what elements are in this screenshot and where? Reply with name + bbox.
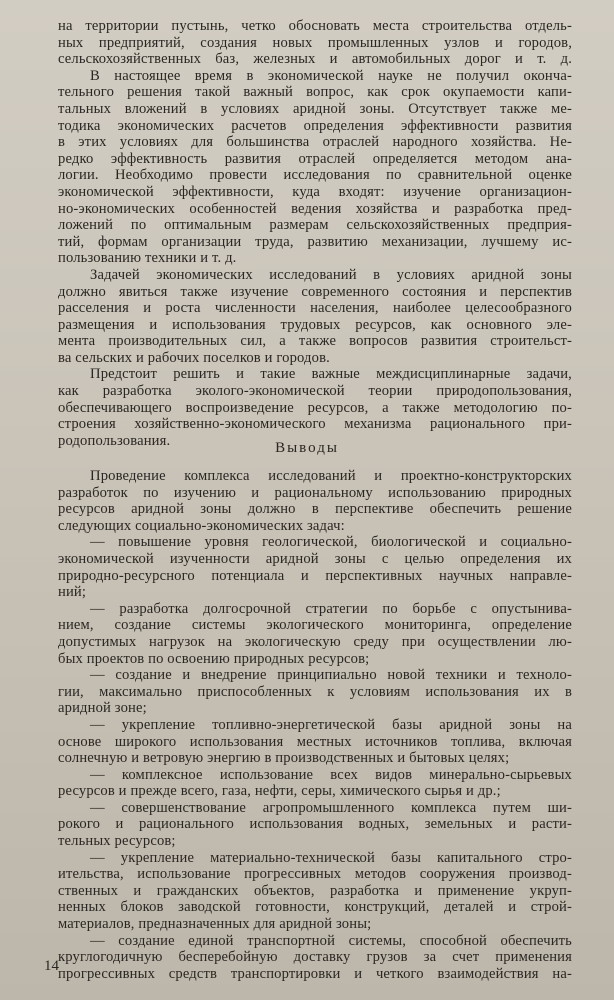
- text-line: ний;: [58, 584, 87, 601]
- text-line: круглогодичную бесперебойную доставку грузов за счет применения: [58, 949, 572, 966]
- text-line: родопользования.: [58, 432, 171, 449]
- text-line: редко эффективность развития отраслей определяется методом ана-: [58, 150, 572, 167]
- text-line: тальных вложений в условиях аридной зоны. Отсутствует также ме-: [58, 100, 572, 117]
- text-line: ных предприятий, создания новых промышленных узлов и городов,: [58, 34, 572, 51]
- text-line: — укрепление материально-технической базы капитального стро-: [90, 849, 572, 866]
- text-line: экономической изученности аридной зоны с целью определения их: [58, 550, 572, 567]
- text-line: разработок по изучению и рациональному использованию природных: [58, 484, 572, 501]
- text-line: экономической эффективности, куда входят: изучение организацион-: [58, 183, 572, 200]
- text-line: на территории пустынь, четко обосновать места строительства отдель-: [58, 18, 572, 34]
- text-line: — повышение уровня геологической, биологической и социально-: [90, 534, 572, 551]
- text-line: ресурсов и прежде всего, газа, нефти, серы, химического сырья и др.;: [58, 783, 501, 800]
- text-line: — укрепление топливно-энергетической базы аридной зоны на: [90, 716, 572, 733]
- text-line: обеспечивающего воспроизведение ресурсов, а также методологию по-: [58, 399, 572, 416]
- text-line: Предстоит решить и такие важные междисциплинарные задачи,: [90, 366, 572, 383]
- text-line: ложений по оптимальным размерам сельскохозяйственных предприя-: [58, 217, 572, 234]
- body-text-upper: [58, 18, 572, 449]
- text-line: должно явиться также изучение современного состояния и перспектив: [58, 283, 572, 300]
- page-number: 14: [44, 958, 59, 974]
- text-line: расселения и роста численности населения, наиболее целесообразного: [58, 300, 572, 317]
- text-line: следующих социально-экономических задач:: [58, 517, 345, 534]
- text-line: — комплексное использование всех видов минерально-сырьевых: [90, 766, 572, 783]
- text-line: нием, создание системы экологического мониторинга, определение: [58, 617, 572, 634]
- text-line: ненных блоков заводской готовности, конструкций, деталей и строй-: [58, 899, 572, 916]
- text-line: ительства, использование прогрессивных методов сооружения производ-: [58, 866, 572, 883]
- text-line: мента производительных сил, а также вопросов развития строительст-: [58, 333, 572, 350]
- text-line: — создание единой транспортной системы, способной обеспечить: [90, 932, 572, 949]
- text-line: — совершенствование агропромышленного комплекса путем ши-: [90, 799, 572, 816]
- text-line: — создание и внедрение принципиально новой техники и техноло-: [90, 667, 572, 684]
- text-line: Задачей экономических исследований в условиях аридной зоны: [90, 266, 572, 283]
- text-line: как разработка эколого-экономической теории природопользования,: [58, 383, 572, 400]
- section-heading: Выводы: [275, 440, 339, 456]
- text-line: тельного решения такой важный вопрос, как срок окупаемости капи-: [58, 84, 572, 101]
- text-line: рокого и рационального использования водных, земельных и расти-: [58, 816, 572, 833]
- text-line: ва сельских и рабочих поселков и городов.: [58, 349, 330, 366]
- text-line: тодика экономических расчетов определения эффективности развития: [58, 117, 572, 134]
- text-line: природно-ресурсного потенциала и перспективных научных направле-: [58, 567, 572, 584]
- text-line: ственных и гражданских объектов, разработка и применение укруп-: [58, 882, 572, 899]
- text-line: допустимых нагрузок на экологическую среду при осуществлении лю-: [58, 633, 572, 650]
- text-line: — разработка долгосрочной стратегии по борьбе с опустынива-: [90, 600, 572, 617]
- text-line: в этих условиях для большинства отраслей народного хозяйства. Не-: [58, 134, 572, 151]
- text-line: солнечную и ветровую энергию в производственных и бытовых целях;: [58, 750, 510, 767]
- text-line: В настоящее время в экономической науке не получил окончa-: [90, 67, 572, 84]
- text-line: гии, максимально приспособленных к условиям использования их в: [58, 683, 572, 700]
- text-line: Проведение комплекса исследований и проектно-конструкторских: [90, 468, 572, 484]
- text-line: аридной зоне;: [58, 700, 147, 717]
- text-line: бых проектов по освоению природных ресурсов;: [58, 650, 370, 667]
- text-line: материалов, предназначенных для аридной зоны;: [58, 916, 372, 933]
- text-line: строения хозяйственно-экономического механизма рационального при-: [58, 416, 572, 433]
- text-line: но-экономических особенностей ведения хозяйства и разработка пред-: [58, 200, 572, 217]
- text-line: тельных ресурсов;: [58, 833, 176, 850]
- text-line: сельскохозяйственных баз, железных и автомобильных дорог и т. д.: [58, 51, 572, 68]
- text-line: ресурсов аридной зоны должно в перспективе обеспечить решение: [58, 501, 572, 518]
- text-line: логии. Необходимо провести исследования по сравнительной оценке: [58, 167, 572, 184]
- text-line: основе широкого использования местных источников топлива, включая: [58, 733, 572, 750]
- text-line: прогрессивных средств транспортировки и четкого взаимодействия на-: [58, 965, 572, 982]
- body-text-lower: [58, 468, 572, 982]
- text-line: размещения и использования трудовых ресурсов, как основного эле-: [58, 316, 572, 333]
- text-line: тий, формам организации труда, развитию механизации, лучшему ис-: [58, 233, 572, 250]
- text-line: пользованию техники и т. д.: [58, 250, 237, 267]
